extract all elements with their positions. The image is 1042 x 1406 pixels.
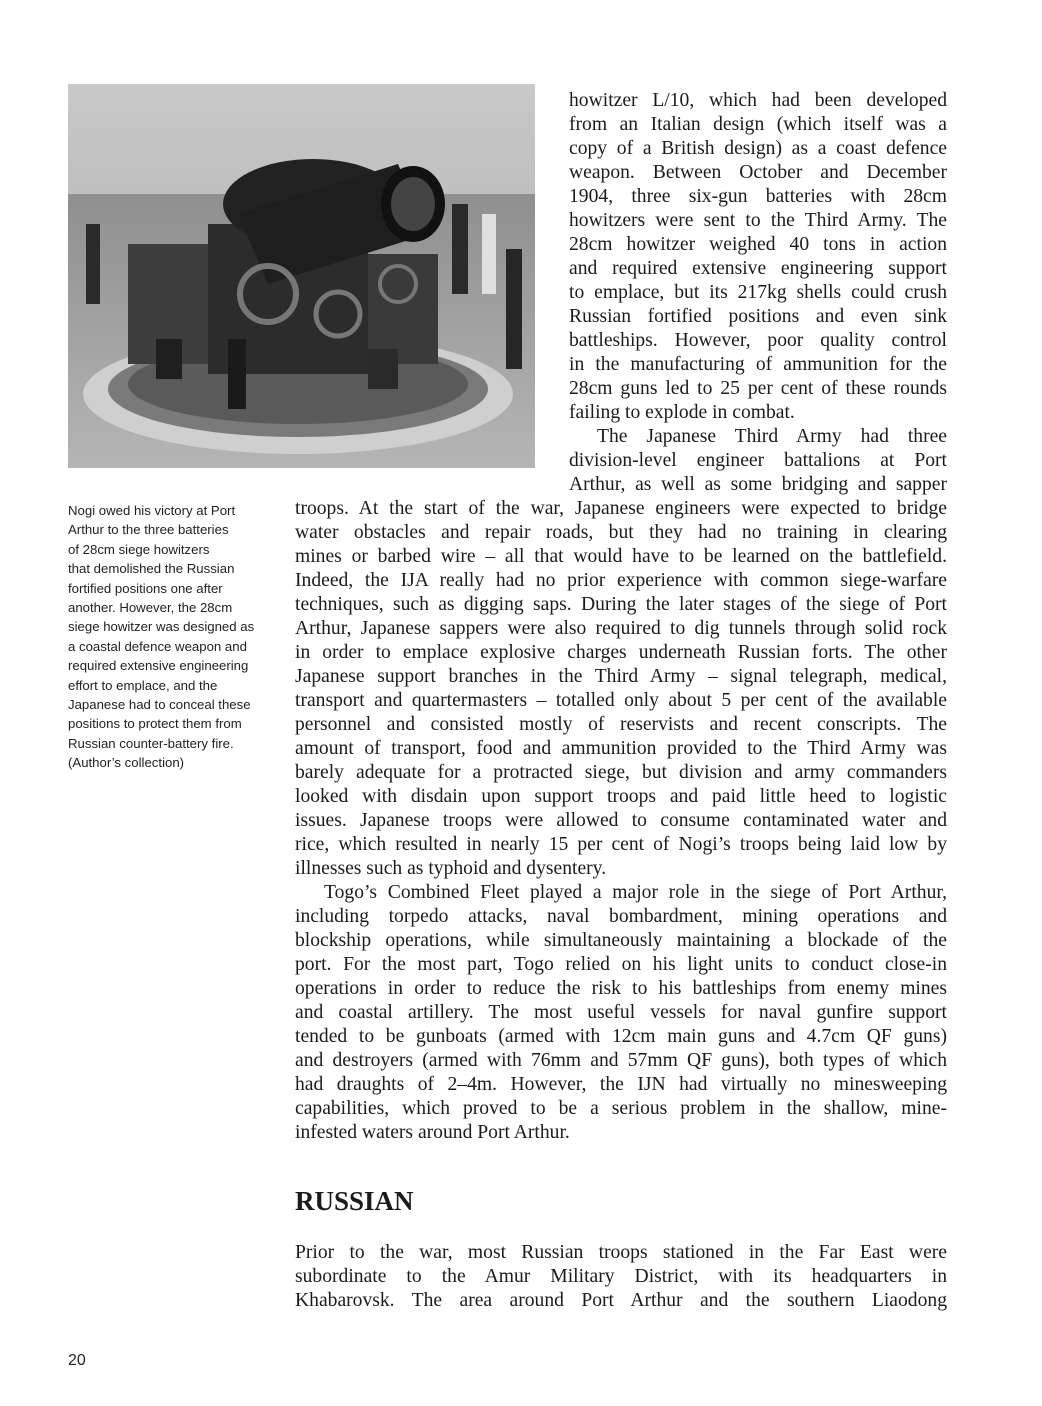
text-line: troops. At the start of the war, Japanese engineers were expected to bridge <box>295 498 947 519</box>
text-line: howitzers were sent to the Third Army. The <box>569 210 947 231</box>
caption-line: (Author’s collection) <box>68 755 185 771</box>
text-line: Russian fortified positions and even sink <box>569 306 947 327</box>
text-line: had draughts of 2–4m. However, the IJN had virtually no minesweeping <box>295 1074 947 1095</box>
text-line: mines or barbed wire – all that would have to be learned on the battlefield. <box>295 546 947 567</box>
caption-line: positions to protect them from <box>68 716 242 732</box>
text-line: failing to explode in combat. <box>569 402 795 423</box>
text-line: Arthur, as well as some bridging and sapper <box>569 474 947 495</box>
text-line: tended to be gunboats (armed with 12cm main guns and 4.7cm QF guns) <box>295 1026 947 1047</box>
text-line: The Japanese Third Army had three <box>597 426 947 447</box>
photo-caption <box>68 501 268 773</box>
caption-line: effort to emplace, and the <box>68 677 218 693</box>
caption-line: a coastal defence weapon and <box>68 638 247 654</box>
text-line: Khabarovsk. The area around Port Arthur and the southern Liaodong <box>295 1290 947 1311</box>
caption-line: that demolished the Russian <box>68 561 235 577</box>
text-line: 28cm guns led to 25 per cent of these rounds <box>569 378 947 399</box>
caption-line: siege howitzer was designed as <box>68 619 255 635</box>
text-line: Prior to the war, most Russian troops stationed in the Far East were <box>295 1242 947 1263</box>
text-line: weapon. Between October and December <box>569 162 947 183</box>
text-line: battleships. However, poor quality control <box>569 330 947 351</box>
caption-line: fortified positions one after <box>68 580 223 596</box>
text-line: division-level engineer battalions at Port <box>569 450 947 471</box>
text-line: blockship operations, while simultaneously maintaining a blockade of the <box>295 930 947 951</box>
page-number: 20 <box>68 1352 86 1369</box>
text-line: from an Italian design (which itself was a <box>569 114 947 135</box>
text-line: amount of transport, food and ammunition provided to the Third Army was <box>295 738 947 759</box>
caption-line: of 28cm siege howitzers <box>68 541 210 557</box>
text-line: to emplace, but its 217kg shells could crush <box>569 282 947 303</box>
text-line: rice, which resulted in nearly 15 per cent of Nogi’s troops being laid low by <box>295 834 947 855</box>
text-line: Indeed, the IJA really had no prior experience with common siege-warfare <box>295 570 947 591</box>
text-line: Togo’s Combined Fleet played a major role in the siege of Port Arthur, <box>324 882 947 903</box>
section-heading: RUSSIAN <box>295 1186 414 1216</box>
text-line: personnel and consisted mostly of reservists and recent conscripts. The <box>295 714 947 735</box>
caption-line: another. However, the 28cm <box>68 600 233 616</box>
text-line: and destroyers (armed with 76mm and 57mm QF guns), both types of which <box>295 1050 947 1071</box>
text-line: subordinate to the Amur Military District, with its headquarters in <box>295 1266 947 1287</box>
text-line: infested waters around Port Arthur. <box>295 1122 570 1143</box>
howitzer-photo <box>68 84 535 468</box>
text-line: and required extensive engineering support <box>569 258 947 279</box>
text-line: in the manufacturing of ammunition for the <box>569 354 947 375</box>
text-line: capabilities, which proved to be a serious problem in the shallow, mine- <box>295 1098 947 1119</box>
text-line: techniques, such as digging saps. During the later stages of the siege of Port <box>295 594 947 615</box>
text-line: barely adequate for a protracted siege, but division and army commanders <box>295 762 947 783</box>
caption-line: Russian counter-battery fire. <box>68 735 234 751</box>
text-line: looked with disdain upon support troops and paid little heed to logistic <box>295 786 947 807</box>
caption-line: required extensive engineering <box>68 658 249 674</box>
text-line: Japanese support branches in the Third Army – signal telegraph, medical, <box>295 666 947 687</box>
caption-line: Nogi owed his victory at Port <box>68 503 236 518</box>
text-line: 1904, three six-gun batteries with 28cm <box>569 186 947 207</box>
text-line: in order to emplace explosive charges underneath Russian forts. The other <box>295 642 947 663</box>
text-line: 28cm howitzer weighed 40 tons in action <box>569 234 947 255</box>
text-line: illnesses such as typhoid and dysentery. <box>295 858 607 879</box>
text-line: Arthur, Japanese sappers were also required to dig tunnels through solid rock <box>295 618 947 639</box>
text-line: howitzer L/10, which had been developed <box>569 90 947 111</box>
caption-line: Japanese had to conceal these <box>68 697 251 713</box>
text-line: port. For the most part, Togo relied on his light units to conduct close-in <box>295 954 947 975</box>
text-line: copy of a British design) as a coast defence <box>569 138 947 159</box>
text-line: water obstacles and repair roads, but they had no training in clearing <box>295 522 947 543</box>
text-line: issues. Japanese troops were allowed to consume contaminated water and <box>295 810 947 831</box>
text-line: and coastal artillery. The most useful vessels for naval gunfire support <box>295 1002 947 1023</box>
text-line: operations in order to reduce the risk to his battleships from enemy mines <box>295 978 947 999</box>
siege-howitzer-photograph-icon <box>68 84 535 468</box>
text-line: including torpedo attacks, naval bombardment, mining operations and <box>295 906 947 927</box>
caption-line: Arthur to the three batteries <box>68 522 229 538</box>
text-line: transport and quartermasters – totalled only about 5 per cent of the available <box>295 690 947 711</box>
